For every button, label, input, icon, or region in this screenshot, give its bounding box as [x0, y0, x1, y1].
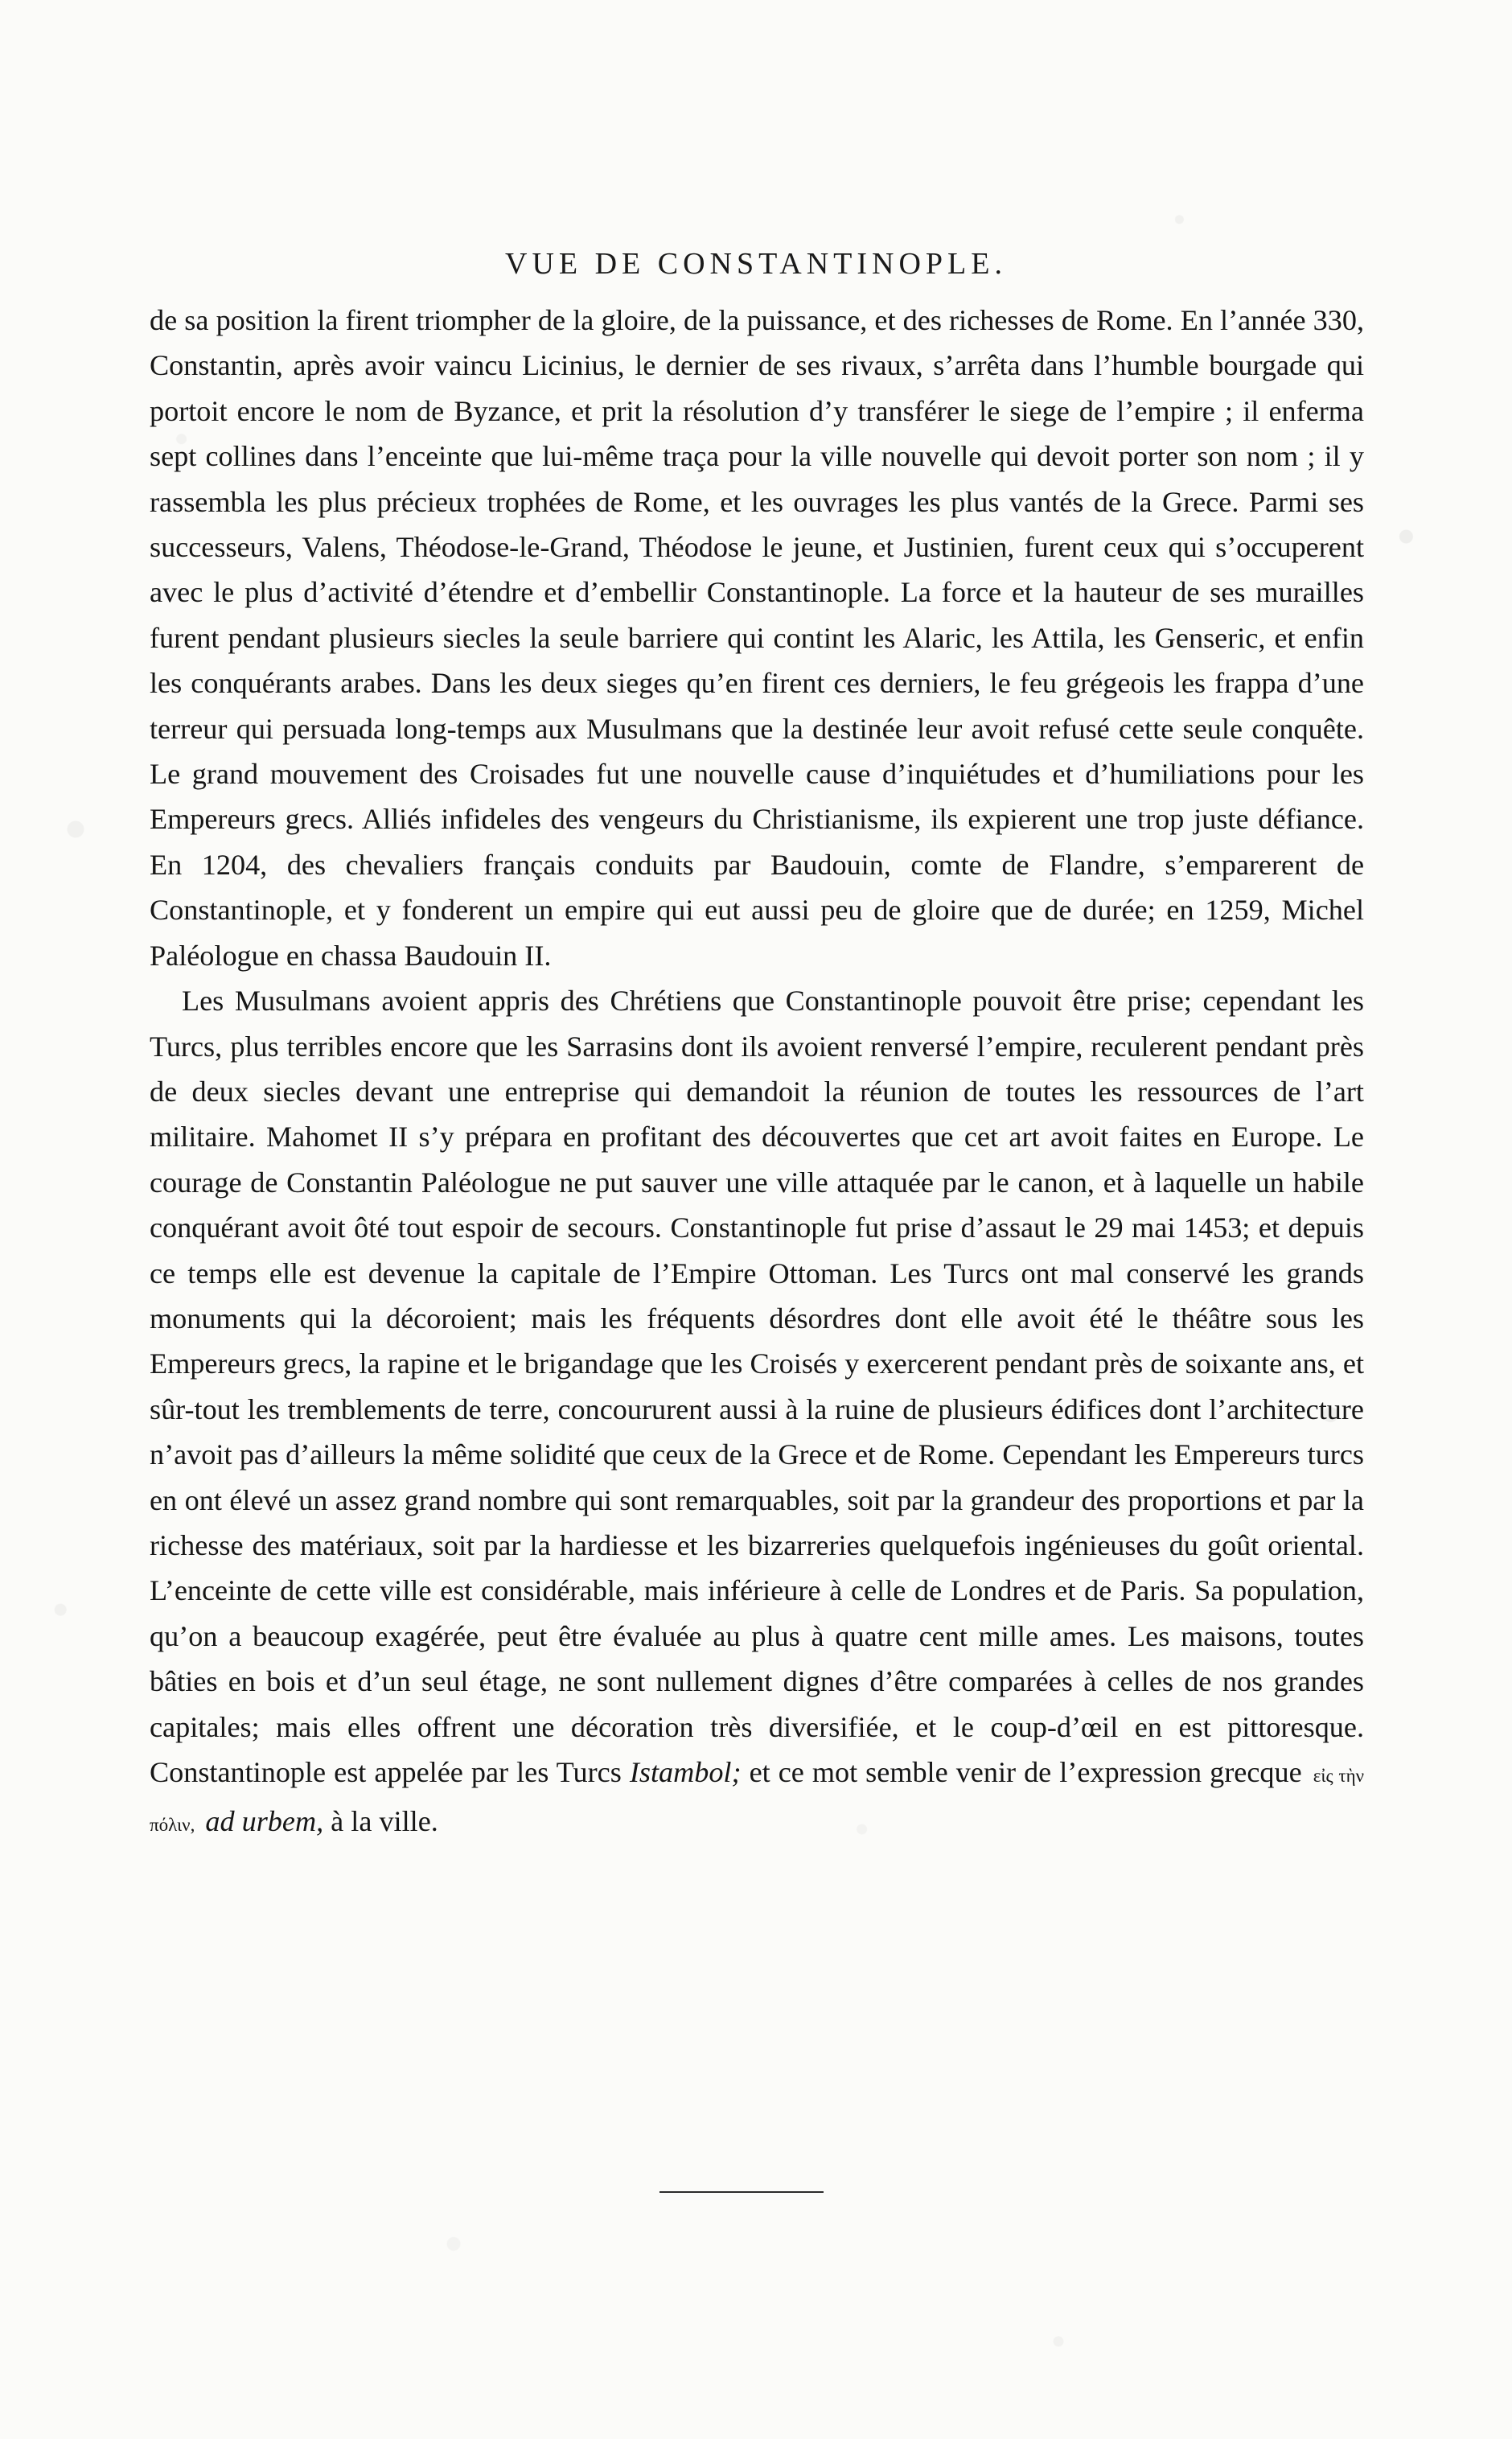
paragraph-2 [150, 978, 1364, 1849]
istambol-word: Istambol; [629, 1756, 742, 1788]
page-title: VUE DE CONSTANTINOPLE. [505, 247, 1007, 281]
paragraph-2-text: Les Musulmans avoient appris des Chrétiens que Constantinople pouvoit être prise; cependant les Turcs, plus terribles encore que les Sarrasins dont ils avoient renversé l’empire, reculerent pendant près de deux siecles devant une entreprise qui demandoit la réunion de toutes les ressources de l’art militaire. Mahomet II s’y prépara en profitant des découvertes que cet art avoit faites en Europe. Le courage de Constantin Paléologue ne put sauver une ville attaquée par le canon, et à laquelle un habile conquérant avoit ôté tout espoir de secours. Constantinople fut prise d’assaut le 29 mai 1453; et depuis ce temps elle est devenue la capitale de l’Empire Ottoman. Les Turcs ont mal conservé les grands monuments qui la décoroient; mais les fréquents désordres dont elle avoit été le théâtre sous les Empereurs grecs, la rapine et le brigandage que les Croisés y exercerent pendant près de soixante ans, et sûr-tout les tremblements de terre, concoururent aussi à la ruine de plusieurs édifices dont l’architecture n’avoit pas d’ailleurs la même solidité que ceux de la Grece et de Rome. Cependant les Empereurs turcs en ont élevé un assez grand nombre qui sont remarquables, soit par la grandeur des proportions et par la richesse des matériaux, soit par la hardiesse et les bizarreries quelquefois ingénieuses du goût oriental. L’enceinte de cette ville est considérable, mais inférieure à celle de Londres et de Paris. Sa population, qu’on a beaucoup exagérée, peut être évaluée au plus à quatre cent mille ames. Les maisons, toutes bâties en bois et d’un seul étage, ne sont nullement dignes d’être comparées à celles de nos grandes capitales; mais elles offrent une décoration très diversifiée, et le coup-d’œil en est pittoresque. Constantinople est appelée par les Turcs [150, 985, 1364, 1788]
ad-urbem-phrase: ad urbem, [205, 1805, 324, 1838]
paragraph-2-ending: à la ville. [331, 1805, 438, 1838]
end-rule [659, 2191, 824, 2193]
greek-phrase: εἰς τὴν πόλιν, [150, 1766, 1365, 1836]
body-text [150, 298, 1364, 1849]
paragraph-2-continuation: et ce mot semble venir de l’expression grecque [749, 1756, 1302, 1788]
paragraph-1: de sa position la firent triompher de la gloire, de la puissance, et des richesses de Rome. En l’année 330, Constantin, après avoir vaincu Licinius, le dernier de ses rivaux, s’arrêta dans l’humble bourgade qui portoit encore le nom de Byzance, et prit la résolution d’y transférer le siege de l’empire ; il enferma sept collines dans l’enceinte que lui-même traça pour la ville nouvelle qui devoit porter son nom ; il y rassembla les plus précieux trophées de Rome, et les ouvrages les plus vantés de la Grece. Parmi ses successeurs, Valens, Théodose-le-Grand, Théodose le jeune, et Justinien, furent ceux qui s’occuperent avec le plus d’activité d’étendre et d’embellir Constantinople. La force et la hauteur de ses murailles furent pendant plusieurs siecles la seule barriere qui contint les Alaric, les Attila, les Genseric, et enfin les conquérants arabes. Dans les deux sieges qu’en firent ces derniers, le feu grégeois les frappa d’une terreur qui persuada long-temps aux Musulmans que la destinée leur avoit refusé cette seule conquête. Le grand mouvement des Croisades fut une nouvelle cause d’inquiétudes et d’humiliations pour les Empereurs grecs. Alliés infideles des vengeurs du Christianisme, ils expierent une trop juste défiance. En 1204, des chevaliers français conduits par Baudouin, comte de Flandre, s’emparerent de Constantinople, et y fonderent un empire qui eut aussi peu de gloire que de durée; en 1259, Michel Paléologue en chassa Baudouin II. [150, 304, 1364, 972]
